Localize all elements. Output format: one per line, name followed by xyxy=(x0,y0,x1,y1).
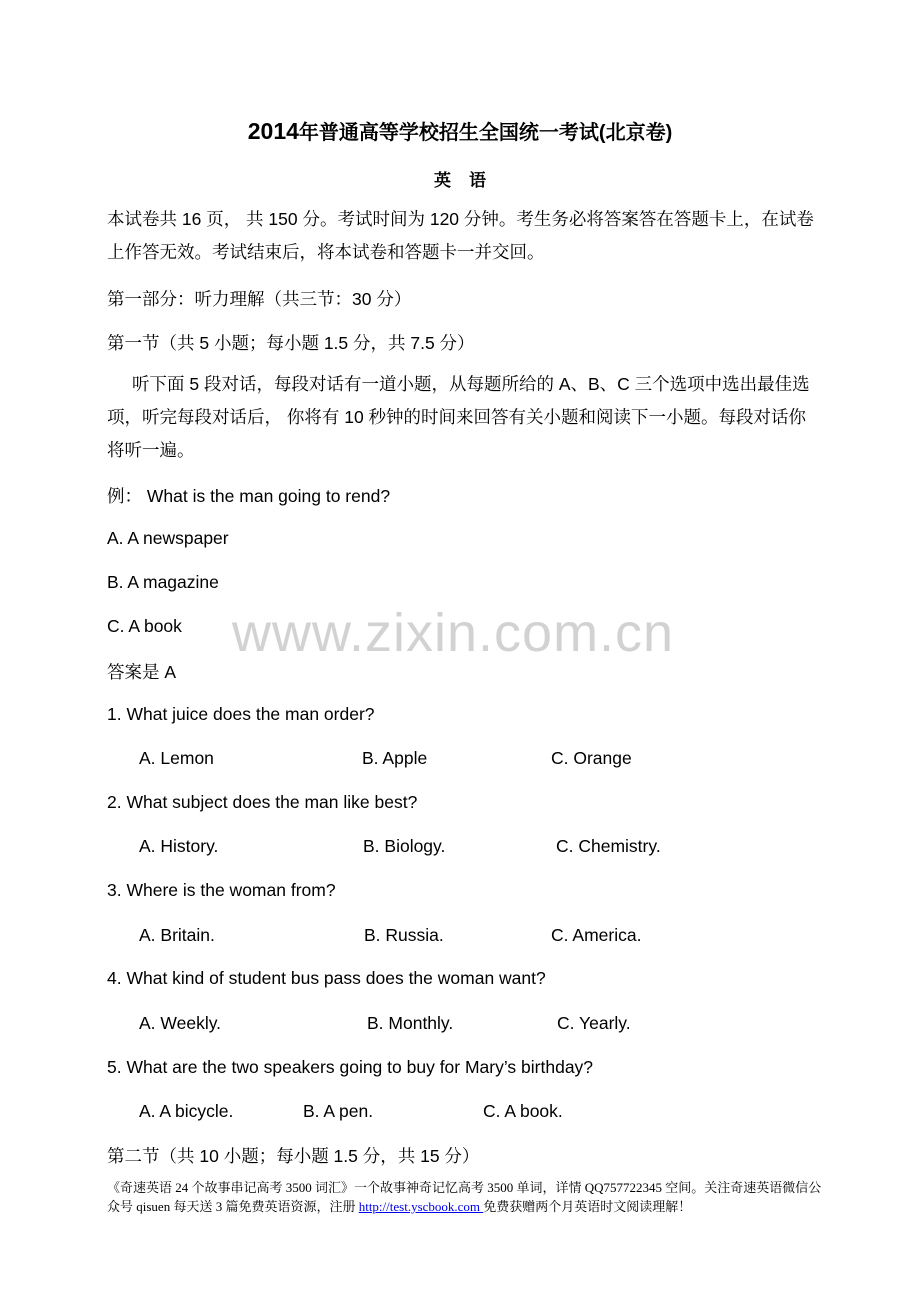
footer-link[interactable]: http://test.yscbook.com xyxy=(358,1199,484,1214)
footer-text-end: 免费获赠两个月英语时文阅读理解！ xyxy=(483,1199,692,1214)
title-year: 2014 xyxy=(247,118,299,144)
q5-option-a: A. A bicycle. xyxy=(139,1101,234,1121)
title-region: (北京卷) xyxy=(598,122,673,144)
listening-directions: 听下面 5 段对话，每段对话有一道小题，从每题所给的 A、B、C 三个选项中选出最佳选项，听完每段对话后， 你将有 10 秒钟的时间来回答有关小题和阅读下一小题。每段对话你将听一遍。 xyxy=(107,374,810,460)
q5-option-b: B. A pen. xyxy=(303,1101,374,1121)
footer-text: 《奇速英语 24 个故事串记高考 3500 词汇》一个故事神奇记忆高考 3500 单词，详情 QQ757722345 空间。关注奇速英语微信公众号 qisuen 每天送 3 篇免费英语资源，注册 xyxy=(107,1180,822,1214)
q1-option-b: B. Apple xyxy=(362,748,428,768)
example-question: 例： What is the man going to rend? xyxy=(107,486,391,506)
q2-option-c: C. Chemistry. xyxy=(556,836,661,856)
q1-option-c: C. Orange xyxy=(551,748,632,768)
section-two-heading: 第二节（共 10 小题；每小题 1.5 分，共 15 分） xyxy=(107,1146,480,1166)
example-answer: 答案是 A xyxy=(107,662,177,682)
question-2: 2. What subject does the man like best? xyxy=(107,792,418,812)
q4-option-c: C. Yearly. xyxy=(557,1013,631,1033)
subject-heading: 英语 xyxy=(434,171,504,190)
part-one-heading: 第一部分：听力理解（共三节：30 分） xyxy=(107,289,412,309)
q3-option-c: C. America. xyxy=(551,925,642,945)
question-1: 1. What juice does the man order? xyxy=(107,704,375,724)
title-text: 年普通高等学校招生全国统一考试 xyxy=(298,122,599,144)
q4-option-a: A. Weekly. xyxy=(139,1013,222,1033)
question-5: 5. What are the two speakers going to buy for Mary’s birthday? xyxy=(107,1057,594,1077)
q3-option-a: A. Britain. xyxy=(139,925,215,945)
q2-option-b: B. Biology. xyxy=(363,836,446,856)
q1-option-a: A. Lemon xyxy=(139,748,214,768)
question-3: 3. Where is the woman from? xyxy=(107,880,336,900)
question-4: 4. What kind of student bus pass does the woman want? xyxy=(107,968,546,988)
watermark: www.zixin.com.cn xyxy=(232,603,675,663)
exam-instructions: 本试卷共 16 页， 共 150 分。考试时间为 120 分钟。考生务必将答案答在答题卡上，在试卷上作答无效。考试结束后，将本试卷和答题卡一并交回。 xyxy=(107,209,814,262)
q5-option-c: C. A book. xyxy=(483,1101,563,1121)
q2-option-a: A. History. xyxy=(139,836,219,856)
example-option-b: B. A magazine xyxy=(107,572,219,592)
section-one-heading: 第一节（共 5 小题；每小题 1.5 分，共 7.5 分） xyxy=(107,333,475,353)
example-option-c: C. A book xyxy=(107,616,182,636)
example-option-a: A. A newspaper xyxy=(107,528,229,548)
exam-title xyxy=(0,116,920,145)
q4-option-b: B. Monthly. xyxy=(367,1013,454,1033)
footer-ad xyxy=(107,1178,823,1216)
q3-option-b: B. Russia. xyxy=(364,925,444,945)
